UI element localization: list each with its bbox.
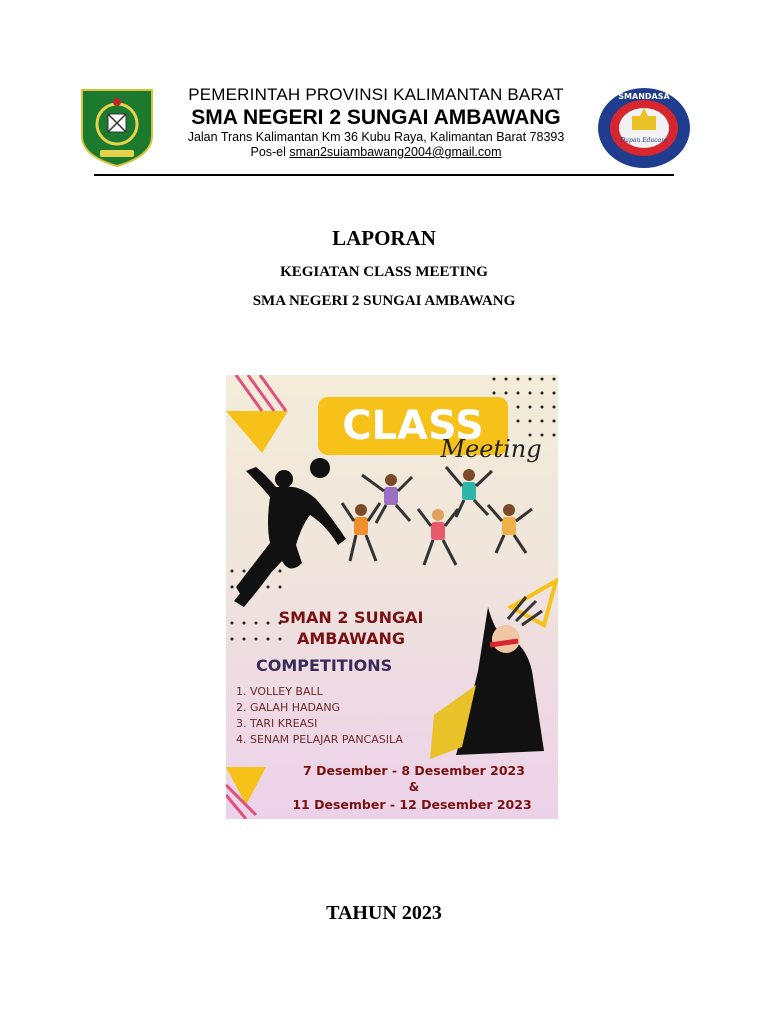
- report-year: TAHUN 2023: [326, 902, 442, 924]
- provincial-crest-icon: [78, 86, 156, 168]
- competitions-heading: COMPETITIONS: [256, 656, 393, 675]
- poster-school-line1: SMAN 2 SUNGAI: [278, 608, 424, 627]
- volleyball-player-icon: [234, 458, 346, 607]
- report-school: SMA NEGERI 2 SUNGAI AMBAWANG: [252, 293, 516, 309]
- poster-school-line2: AMBAWANG: [297, 629, 405, 648]
- government-name: PEMERINTAH PROVINSI KALIMANTAN BARAT: [188, 85, 564, 104]
- competition-item: 4. SENAM PELAJAR PANCASILA: [236, 733, 403, 746]
- school-email-line: [160, 145, 592, 160]
- report-title: LAPORAN: [332, 226, 436, 250]
- school-email-link[interactable]: sman2suiambawang2004@gmail.com: [289, 145, 502, 159]
- letterhead-text: [160, 84, 592, 160]
- traditional-dancer-icon: [430, 597, 544, 759]
- date-ampersand: &: [408, 780, 420, 794]
- letterhead-divider: [94, 174, 674, 176]
- event-date-1: 7 Desember - 8 Desember 2023: [303, 763, 525, 778]
- poster-subheadline: Meeting: [440, 435, 542, 463]
- event-date-2: 11 Desember - 12 Desember 2023: [292, 797, 532, 812]
- competition-item: 3. TARI KREASI: [236, 717, 318, 730]
- competition-item: 2. GALAH HADANG: [236, 701, 341, 714]
- email-label: Pos-el: [250, 145, 286, 159]
- school-emblem-icon: [596, 86, 692, 170]
- class-meeting-poster: [226, 375, 558, 819]
- poster-headline: CLASS: [342, 403, 484, 449]
- emblem-motto: Dupan Educare: [620, 137, 668, 144]
- school-name: SMA NEGERI 2 SUNGAI AMBAWANG: [191, 106, 561, 129]
- report-subtitle: KEGIATAN CLASS MEETING: [280, 264, 488, 280]
- school-address: Jalan Trans Kalimantan Km 36 Kubu Raya, Kalimantan Barat 78393: [187, 130, 565, 144]
- competition-item: 1. VOLLEY BALL: [236, 685, 323, 698]
- emblem-text: SMANDASA: [618, 92, 670, 101]
- gymnasts-group-icon: [342, 467, 532, 565]
